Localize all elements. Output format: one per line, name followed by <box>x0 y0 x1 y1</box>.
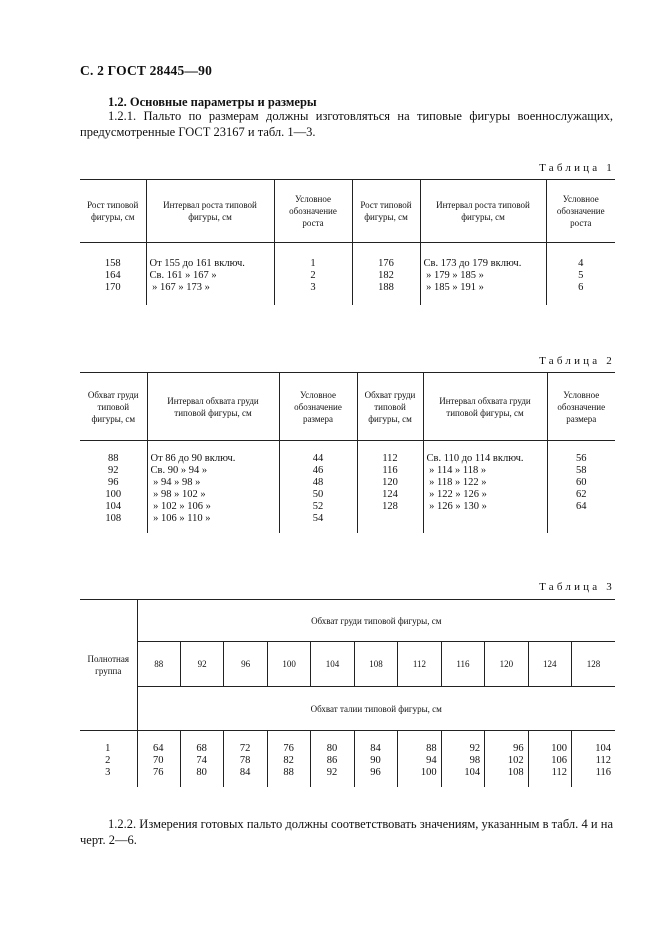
table-3-header-waist: Обхват талии типовой фигуры, см <box>137 687 615 731</box>
table-2-col-chest: 88 92 96 100 104 108 <box>105 453 122 524</box>
table-3-chest-values: 88 92 96 100 104 108 112 116 120 124 128 <box>80 642 615 687</box>
table-3-header-group: Полнотная группа <box>80 600 137 731</box>
table-row: 1 2 3 64 70 76 68 74 80 72 78 84 76 82 88 80 86 92 84 90 96 88 94 100 92 98 104 96 102 108 100 106 112 104 112 116 <box>80 731 615 788</box>
table-2-header-designation: Условное обозначение размера <box>547 373 615 441</box>
table-1-header-designation: Условное обозначение роста <box>274 180 352 243</box>
table-1-header-designation: Условное обозначение роста <box>546 180 615 243</box>
table-2-header-designation: Условное обозначение размера <box>279 373 357 441</box>
table-2 <box>80 372 615 533</box>
section-title: 1.2. Основные параметры и размеры <box>108 95 317 109</box>
paragraph-text: 1.2.2. Измерения готовых пальто должны соответствовать значениям, указанным в табл. 4 и на черт. 2—6. <box>80 817 613 847</box>
paragraph-1-2-2 <box>80 816 613 848</box>
table-3-caption: Таблица 3 <box>539 581 615 593</box>
table-3 <box>80 599 615 787</box>
table-2-caption: Таблица 2 <box>539 355 615 367</box>
table-1-header-height: Рост типовой фигуры, см <box>352 180 420 243</box>
table-1-col-interval: Св. 173 до 179 включ. » 179 » 185 » » 185 » 191 » <box>420 243 546 306</box>
table-1-col-designation: 1 2 3 <box>274 243 352 306</box>
table-2-header-chest: Обхват груди типовой фигуры, см <box>357 373 423 441</box>
table-1-header-interval: Интервал роста типовой фигуры, см <box>420 180 546 243</box>
table-1-col-interval: От 155 до 161 включ. Св. 161 » 167 » » 167 » 173 » <box>146 243 274 306</box>
table-3-header-chest: Обхват груди типовой фигуры, см <box>137 600 615 642</box>
table-2-col-interval: От 86 до 90 включ. Св. 90 » 94 » » 94 » 98 » » 98 » 102 » » 102 » 106 » » 106 » 110 » <box>147 441 279 534</box>
table-2-col-interval: Св. 110 до 114 включ. » 114 » 118 » » 118 » 122 » » 122 » 126 » » 126 » 130 » <box>423 441 547 534</box>
table-1-col-designation: 4 5 6 <box>546 243 615 306</box>
table-1-caption: Таблица 1 <box>539 162 615 174</box>
table-1-header-interval: Интервал роста типовой фигуры, см <box>146 180 274 243</box>
table-1-col-height: 158 164 170 <box>104 258 121 293</box>
table-2-col-chest: 112 116 120 124 128 <box>357 441 423 534</box>
table-2-header-interval: Интервал обхвата груди типовой фигуры, см <box>423 373 547 441</box>
page-header: С. 2 ГОСТ 28445—90 <box>80 63 213 78</box>
table-2-col-designation: 56 58 60 62 64 <box>547 441 615 534</box>
table-2-col-designation: 44 46 48 50 52 54 <box>279 441 357 534</box>
paragraph-1-2-1 <box>80 108 613 140</box>
table-1 <box>80 179 615 305</box>
table-1-col-height: 176 182 188 <box>352 243 420 306</box>
paragraph-text: 1.2.1. Пальто по размерам должны изготовляться на типовые фигуры военнослужащих, предусмотренные ГОСТ 23167 и табл. 1—3. <box>80 109 613 139</box>
table-1-header-height: Рост типовой фигуры, см <box>80 180 146 243</box>
table-2-header-chest: Обхват груди типовой фигуры, см <box>80 373 147 441</box>
table-2-header-interval: Интервал обхвата груди типовой фигуры, см <box>147 373 279 441</box>
